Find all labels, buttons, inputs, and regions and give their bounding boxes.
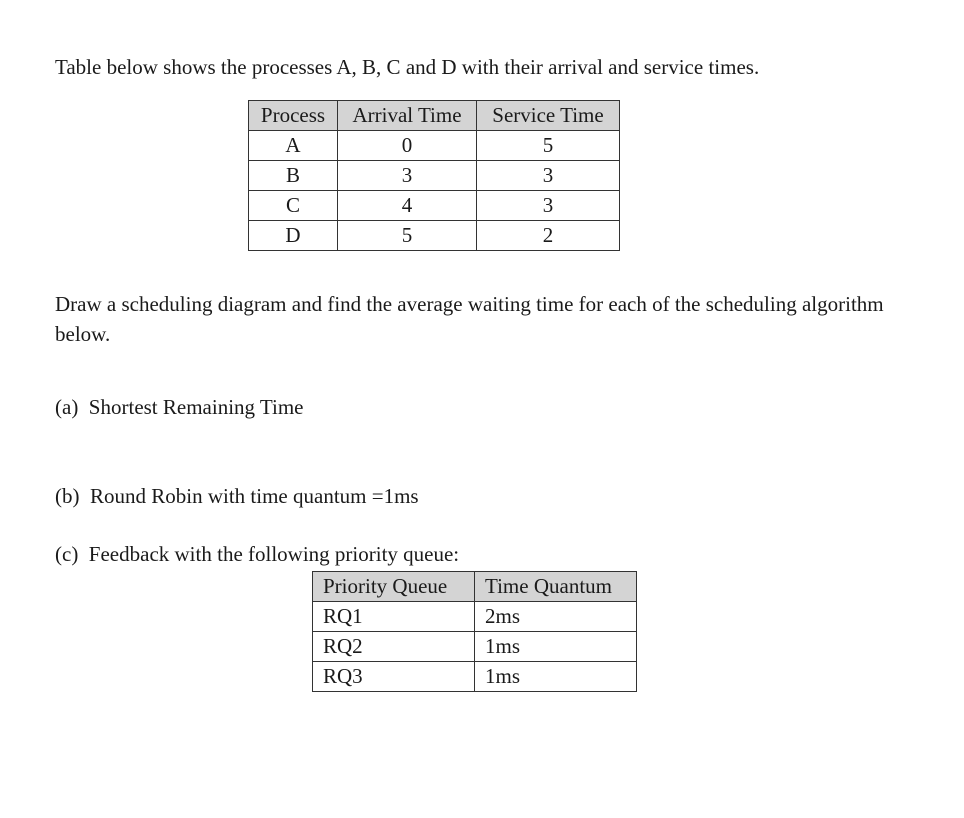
part-c-label: (c) Feedback with the following priority queue:: [55, 542, 460, 566]
process-name-cell: A: [249, 131, 338, 161]
process-name-cell: C: [249, 191, 338, 221]
table-row: [313, 602, 637, 632]
intro-text: Table below shows the processes A, B, C and D with their arrival and service times.: [55, 55, 760, 79]
part-b-label: (b) Round Robin with time quantum =1ms: [55, 484, 419, 508]
column-header-priority-queue: Priority Queue: [313, 572, 475, 602]
time-quantum-cell: 1ms: [475, 632, 637, 662]
process-name-cell: D: [249, 221, 338, 251]
table-header-row: [313, 572, 637, 602]
column-header-service-time: Service Time: [477, 101, 620, 131]
queue-name-cell: RQ3: [313, 662, 475, 692]
service-time-cell: 2: [477, 221, 620, 251]
arrival-time-cell: 5: [338, 221, 477, 251]
column-header-time-quantum: Time Quantum: [475, 572, 637, 602]
time-quantum-cell: 2ms: [475, 602, 637, 632]
column-header-arrival-time: Arrival Time: [338, 101, 477, 131]
priority-queue-table: [312, 571, 637, 692]
queue-name-cell: RQ2: [313, 632, 475, 662]
table-row: [249, 161, 620, 191]
queue-name-cell: RQ1: [313, 602, 475, 632]
arrival-time-cell: 3: [338, 161, 477, 191]
arrival-time-cell: 0: [338, 131, 477, 161]
process-table: [248, 100, 620, 251]
table-row: [249, 131, 620, 161]
time-quantum-cell: 1ms: [475, 662, 637, 692]
table-row: [313, 632, 637, 662]
table-row: [249, 191, 620, 221]
table-row: [249, 221, 620, 251]
process-name-cell: B: [249, 161, 338, 191]
service-time-cell: 3: [477, 191, 620, 221]
part-a-label: (a) Shortest Remaining Time: [55, 395, 304, 419]
arrival-time-cell: 4: [338, 191, 477, 221]
column-header-process: Process: [249, 101, 338, 131]
instruction-text: Draw a scheduling diagram and find the average waiting time for each of the scheduling algorithm below.: [55, 292, 884, 346]
table-header-row: [249, 101, 620, 131]
service-time-cell: 3: [477, 161, 620, 191]
table-row: [313, 662, 637, 692]
service-time-cell: 5: [477, 131, 620, 161]
